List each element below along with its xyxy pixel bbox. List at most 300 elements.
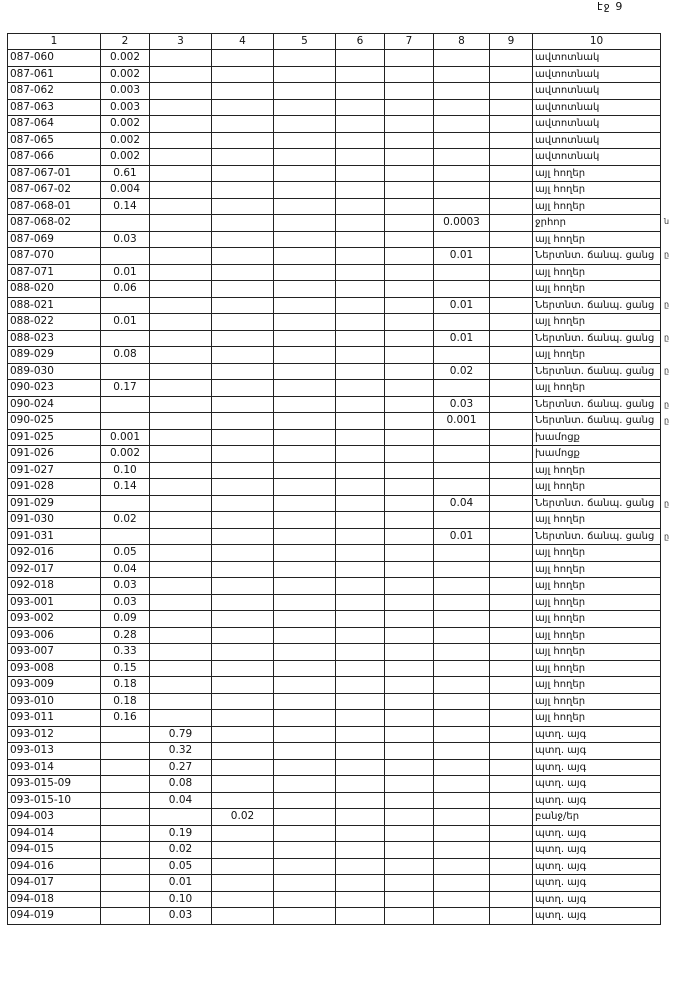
col-8-cell: 0.04 [434, 495, 490, 512]
col-3-cell [150, 182, 212, 199]
col-9-cell [490, 479, 533, 496]
col-6-cell [336, 677, 385, 694]
col-5-cell [274, 908, 336, 925]
parcel-code-cell: 092-017 [8, 561, 101, 578]
col-4-cell [212, 264, 274, 281]
col-2-cell: 0.14 [101, 479, 150, 496]
col-6-cell [336, 165, 385, 182]
col-4-cell [212, 660, 274, 677]
table-row [8, 479, 661, 496]
col-2-cell [101, 759, 150, 776]
col-5-cell [274, 611, 336, 628]
col-8-cell [434, 858, 490, 875]
col-3-cell: 0.01 [150, 875, 212, 892]
table-row [8, 132, 661, 149]
col-3-cell [150, 132, 212, 149]
col-3-cell: 0.08 [150, 776, 212, 793]
col-4-cell [212, 314, 274, 331]
col-8-cell [434, 578, 490, 595]
col-5-cell [274, 545, 336, 562]
land-use-cell: այլ հողեր [533, 198, 661, 215]
col-8-cell: 0.01 [434, 528, 490, 545]
land-use-cell: այլ հողեր [533, 264, 661, 281]
col-4-cell [212, 462, 274, 479]
parcel-code-cell: 093-013 [8, 743, 101, 760]
col-4-cell [212, 165, 274, 182]
col-3-cell [150, 149, 212, 166]
column-header-4: 4 [212, 34, 274, 50]
col-5-cell [274, 858, 336, 875]
col-5-cell [274, 842, 336, 859]
col-3-cell: 0.79 [150, 726, 212, 743]
col-2-cell: 0.02 [101, 512, 150, 529]
col-7-cell [385, 66, 434, 83]
col-3-cell [150, 446, 212, 463]
col-7-cell [385, 891, 434, 908]
col-7-cell [385, 446, 434, 463]
parcel-code-cell: 091-029 [8, 495, 101, 512]
parcel-code-cell: 087-068-01 [8, 198, 101, 215]
col-2-cell: 0.01 [101, 264, 150, 281]
col-4-cell [212, 858, 274, 875]
table-row [8, 396, 661, 413]
col-6-cell [336, 594, 385, 611]
col-3-cell [150, 644, 212, 661]
table-row [8, 116, 661, 133]
col-2-cell: 0.01 [101, 314, 150, 331]
parcel-code-cell: 087-068-02 [8, 215, 101, 232]
col-2-cell [101, 858, 150, 875]
col-7-cell [385, 512, 434, 529]
col-7-cell [385, 908, 434, 925]
col-6-cell [336, 413, 385, 430]
col-5-cell [274, 248, 336, 265]
col-5-cell [274, 264, 336, 281]
col-7-cell [385, 842, 434, 859]
col-9-cell [490, 875, 533, 892]
table-row [8, 875, 661, 892]
col-4-cell [212, 726, 274, 743]
col-5-cell [274, 561, 336, 578]
header-row [8, 34, 661, 50]
col-7-cell [385, 314, 434, 331]
col-7-cell [385, 50, 434, 67]
column-header-5: 5 [274, 34, 336, 50]
col-6-cell [336, 462, 385, 479]
col-8-cell [434, 429, 490, 446]
col-5-cell [274, 792, 336, 809]
col-6-cell [336, 611, 385, 628]
col-2-cell: 0.001 [101, 429, 150, 446]
col-4-cell [212, 528, 274, 545]
col-2-cell: 0.15 [101, 660, 150, 677]
col-5-cell [274, 627, 336, 644]
col-8-cell: 0.02 [434, 363, 490, 380]
col-7-cell [385, 578, 434, 595]
col-2-cell [101, 743, 150, 760]
parcel-code-cell: 087-067-01 [8, 165, 101, 182]
table-row [8, 413, 661, 430]
col-4-cell [212, 66, 274, 83]
col-2-cell [101, 908, 150, 925]
col-6-cell [336, 842, 385, 859]
land-use-cell: այլ հողեր [533, 281, 661, 298]
col-7-cell [385, 710, 434, 727]
col-2-cell [101, 215, 150, 232]
land-use-cell: ավտոտնակ [533, 149, 661, 166]
col-7-cell [385, 165, 434, 182]
col-4-cell [212, 380, 274, 397]
land-use-cell: այլ հողեր [533, 644, 661, 661]
margin-note: ը [664, 300, 670, 309]
land-use-cell: այլ հողեր [533, 611, 661, 628]
col-7-cell [385, 809, 434, 826]
land-use-cell: պտղ. այգ [533, 891, 661, 908]
col-2-cell: 0.18 [101, 693, 150, 710]
col-5-cell [274, 726, 336, 743]
table-row [8, 743, 661, 760]
col-6-cell [336, 891, 385, 908]
col-9-cell [490, 545, 533, 562]
col-5-cell [274, 446, 336, 463]
col-2-cell [101, 413, 150, 430]
col-5-cell [274, 198, 336, 215]
table-row [8, 627, 661, 644]
col-8-cell [434, 50, 490, 67]
col-2-cell: 0.03 [101, 578, 150, 595]
col-3-cell [150, 116, 212, 133]
col-3-cell: 0.02 [150, 842, 212, 859]
col-4-cell [212, 446, 274, 463]
parcel-code-cell: 093-015-10 [8, 792, 101, 809]
col-8-cell [434, 561, 490, 578]
land-use-cell: պտղ. այգ [533, 776, 661, 793]
col-7-cell [385, 627, 434, 644]
col-2-cell: 0.61 [101, 165, 150, 182]
col-4-cell [212, 248, 274, 265]
col-2-cell: 0.08 [101, 347, 150, 364]
col-4-cell [212, 594, 274, 611]
table-row [8, 50, 661, 67]
col-4-cell [212, 330, 274, 347]
parcel-code-cell: 094-017 [8, 875, 101, 892]
col-5-cell [274, 297, 336, 314]
parcel-code-cell: 088-023 [8, 330, 101, 347]
land-use-cell: այլ հողեր [533, 462, 661, 479]
land-use-cell: այլ հողեր [533, 660, 661, 677]
col-4-cell [212, 759, 274, 776]
table-row [8, 891, 661, 908]
parcel-code-cell: 093-006 [8, 627, 101, 644]
col-6-cell [336, 380, 385, 397]
land-use-cell: այլ հողեր [533, 380, 661, 397]
col-6-cell [336, 545, 385, 562]
col-9-cell [490, 281, 533, 298]
col-3-cell [150, 264, 212, 281]
col-2-cell: 0.09 [101, 611, 150, 628]
land-use-cell: պտղ. այգ [533, 858, 661, 875]
col-9-cell [490, 561, 533, 578]
parcel-code-cell: 087-061 [8, 66, 101, 83]
col-6-cell [336, 429, 385, 446]
col-9-cell [490, 264, 533, 281]
col-4-cell [212, 561, 274, 578]
col-7-cell [385, 677, 434, 694]
col-2-cell: 0.04 [101, 561, 150, 578]
col-6-cell [336, 743, 385, 760]
col-4-cell [212, 495, 274, 512]
col-5-cell [274, 132, 336, 149]
margin-note: ը [664, 416, 670, 426]
col-3-cell [150, 462, 212, 479]
margin-note: ն [664, 217, 670, 226]
col-7-cell [385, 726, 434, 743]
col-8-cell [434, 264, 490, 281]
col-8-cell [434, 545, 490, 562]
column-header-2: 2 [101, 34, 150, 50]
col-4-cell [212, 908, 274, 925]
land-use-cell: ավտոտնակ [533, 83, 661, 100]
parcel-code-cell: 087-064 [8, 116, 101, 133]
table-row [8, 149, 661, 166]
parcel-code-cell: 090-024 [8, 396, 101, 413]
col-3-cell [150, 363, 212, 380]
col-7-cell [385, 660, 434, 677]
col-8-cell [434, 182, 490, 199]
table-row [8, 429, 661, 446]
table-row [8, 776, 661, 793]
col-9-cell [490, 677, 533, 694]
parcel-code-cell: 093-001 [8, 594, 101, 611]
col-2-cell: 0.14 [101, 198, 150, 215]
col-4-cell [212, 116, 274, 133]
table-row [8, 792, 661, 809]
col-6-cell [336, 512, 385, 529]
col-3-cell: 0.19 [150, 825, 212, 842]
land-use-cell: պտղ. այգ [533, 743, 661, 760]
col-2-cell: 0.002 [101, 149, 150, 166]
col-9-cell [490, 578, 533, 595]
land-register-table [7, 33, 661, 925]
col-6-cell [336, 858, 385, 875]
col-8-cell [434, 891, 490, 908]
col-4-cell [212, 281, 274, 298]
parcel-code-cell: 093-002 [8, 611, 101, 628]
land-use-cell: ավտոտնակ [533, 116, 661, 133]
col-6-cell [336, 330, 385, 347]
col-3-cell [150, 330, 212, 347]
col-9-cell [490, 660, 533, 677]
col-9-cell [490, 66, 533, 83]
land-use-cell: Ներտնտ. ճանպ. ցանց [533, 248, 661, 265]
col-9-cell [490, 99, 533, 116]
col-6-cell [336, 809, 385, 826]
col-9-cell [490, 825, 533, 842]
col-8-cell [434, 660, 490, 677]
col-7-cell [385, 248, 434, 265]
col-9-cell [490, 380, 533, 397]
table-row [8, 545, 661, 562]
parcel-code-cell: 093-009 [8, 677, 101, 694]
col-6-cell [336, 710, 385, 727]
col-5-cell [274, 743, 336, 760]
table-row [8, 297, 661, 314]
table-row [8, 83, 661, 100]
table-row [8, 446, 661, 463]
col-6-cell [336, 347, 385, 364]
land-use-cell: ավտոտնակ [533, 99, 661, 116]
table-row [8, 264, 661, 281]
col-9-cell [490, 908, 533, 925]
col-8-cell: 0.01 [434, 297, 490, 314]
land-use-cell: ավտոտնակ [533, 66, 661, 83]
land-use-cell: բանջ/եր [533, 809, 661, 826]
parcel-code-cell: 091-028 [8, 479, 101, 496]
land-use-cell: այլ հողեր [533, 545, 661, 562]
col-2-cell [101, 842, 150, 859]
land-use-cell: պտղ. այգ [533, 726, 661, 743]
col-6-cell [336, 446, 385, 463]
col-2-cell [101, 495, 150, 512]
col-4-cell [212, 396, 274, 413]
col-9-cell [490, 363, 533, 380]
col-6-cell [336, 264, 385, 281]
table-row [8, 677, 661, 694]
table-row [8, 759, 661, 776]
col-7-cell [385, 198, 434, 215]
col-5-cell [274, 594, 336, 611]
parcel-code-cell: 087-062 [8, 83, 101, 100]
col-9-cell [490, 891, 533, 908]
table-row [8, 99, 661, 116]
parcel-code-cell: 087-063 [8, 99, 101, 116]
col-7-cell [385, 132, 434, 149]
col-9-cell [490, 495, 533, 512]
col-5-cell [274, 363, 336, 380]
col-6-cell [336, 248, 385, 265]
col-6-cell [336, 479, 385, 496]
col-6-cell [336, 99, 385, 116]
col-8-cell [434, 809, 490, 826]
col-3-cell [150, 561, 212, 578]
col-2-cell: 0.002 [101, 116, 150, 133]
parcel-code-cell: 092-016 [8, 545, 101, 562]
parcel-code-cell: 087-070 [8, 248, 101, 265]
col-8-cell: 0.01 [434, 248, 490, 265]
col-6-cell [336, 792, 385, 809]
col-5-cell [274, 825, 336, 842]
col-5-cell [274, 149, 336, 166]
col-8-cell [434, 743, 490, 760]
col-5-cell [274, 165, 336, 182]
col-6-cell [336, 759, 385, 776]
col-6-cell [336, 231, 385, 248]
table-body [8, 50, 661, 925]
col-6-cell [336, 825, 385, 842]
land-use-cell: Ներտնտ. ճանպ. ցանց [533, 297, 661, 314]
col-6-cell [336, 875, 385, 892]
col-2-cell [101, 528, 150, 545]
parcel-code-cell: 091-031 [8, 528, 101, 545]
col-3-cell [150, 66, 212, 83]
col-4-cell [212, 132, 274, 149]
parcel-code-cell: 091-025 [8, 429, 101, 446]
col-9-cell [490, 759, 533, 776]
col-7-cell [385, 776, 434, 793]
col-9-cell [490, 165, 533, 182]
parcel-code-cell: 094-019 [8, 908, 101, 925]
col-7-cell [385, 792, 434, 809]
parcel-code-cell: 087-066 [8, 149, 101, 166]
table-row [8, 363, 661, 380]
col-4-cell [212, 429, 274, 446]
col-2-cell: 0.18 [101, 677, 150, 694]
col-4-cell [212, 611, 274, 628]
col-2-cell: 0.003 [101, 99, 150, 116]
col-2-cell: 0.33 [101, 644, 150, 661]
col-4-cell [212, 479, 274, 496]
col-2-cell: 0.003 [101, 83, 150, 100]
col-6-cell [336, 693, 385, 710]
col-6-cell [336, 83, 385, 100]
land-use-cell: Ներտնտ. ճանպ. ցանց [533, 396, 661, 413]
col-2-cell: 0.002 [101, 66, 150, 83]
col-3-cell [150, 429, 212, 446]
col-3-cell [150, 677, 212, 694]
col-5-cell [274, 182, 336, 199]
col-8-cell [434, 594, 490, 611]
col-8-cell [434, 776, 490, 793]
column-header-9: 9 [490, 34, 533, 50]
col-8-cell [434, 132, 490, 149]
col-6-cell [336, 281, 385, 298]
col-5-cell [274, 429, 336, 446]
land-use-cell: այլ հողեր [533, 594, 661, 611]
land-use-cell: ավտոտնակ [533, 50, 661, 67]
col-2-cell: 0.06 [101, 281, 150, 298]
margin-note: ը [664, 399, 670, 409]
col-2-cell [101, 792, 150, 809]
parcel-code-cell: 093-014 [8, 759, 101, 776]
col-3-cell [150, 594, 212, 611]
col-7-cell [385, 693, 434, 710]
col-2-cell: 0.03 [101, 231, 150, 248]
col-3-cell [150, 396, 212, 413]
col-8-cell [434, 710, 490, 727]
col-8-cell [434, 842, 490, 859]
col-5-cell [274, 479, 336, 496]
col-7-cell [385, 380, 434, 397]
col-7-cell [385, 182, 434, 199]
col-8-cell [434, 314, 490, 331]
col-3-cell [150, 215, 212, 232]
col-6-cell [336, 495, 385, 512]
parcel-code-cell: 091-027 [8, 462, 101, 479]
table-row [8, 710, 661, 727]
col-8-cell [434, 512, 490, 529]
col-6-cell [336, 132, 385, 149]
land-use-cell: այլ հողեր [533, 182, 661, 199]
col-5-cell [274, 66, 336, 83]
parcel-code-cell: 088-020 [8, 281, 101, 298]
col-9-cell [490, 644, 533, 661]
col-2-cell [101, 776, 150, 793]
col-3-cell [150, 347, 212, 364]
col-6-cell [336, 50, 385, 67]
land-use-cell: պտղ. այգ [533, 825, 661, 842]
table-row [8, 314, 661, 331]
col-2-cell: 0.05 [101, 545, 150, 562]
